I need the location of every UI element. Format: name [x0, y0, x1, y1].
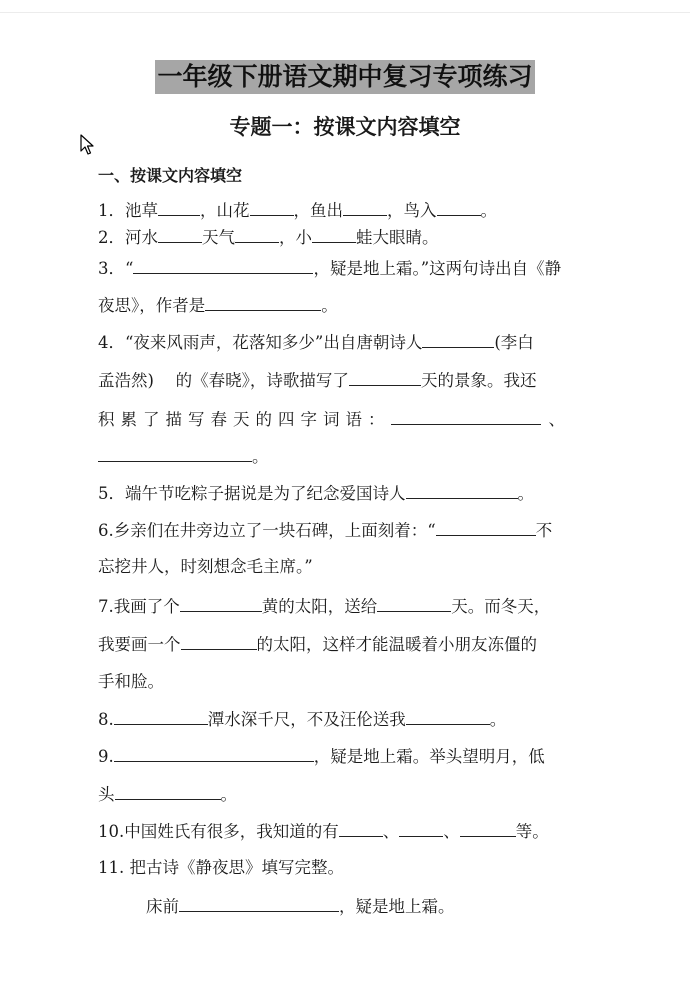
q4-blank-2[interactable]	[349, 367, 421, 386]
question-5	[98, 480, 598, 507]
q1-text-e: 。	[480, 201, 497, 220]
q1-text-c: ，鱼出	[293, 201, 343, 220]
title-wrapper	[0, 60, 690, 94]
question-6-line-2	[98, 554, 598, 580]
q8-text-a: 8.	[98, 710, 114, 729]
top-divider	[0, 12, 690, 13]
q11-text-c: ，疑是地上霜。	[339, 897, 455, 916]
q3-blank-1[interactable]	[133, 255, 313, 274]
q2-text-b: 天气	[202, 228, 235, 247]
q3-blank-2[interactable]	[205, 292, 321, 311]
q2-blank-3[interactable]	[312, 224, 356, 243]
q6-blank-1[interactable]	[436, 517, 536, 536]
q8-text-b: 潭水深千尺，不及汪伦送我	[207, 710, 406, 729]
question-8	[98, 706, 598, 733]
section-heading: 一、按课文内容填空	[98, 166, 243, 185]
question-7-line-3	[98, 669, 598, 695]
q9-blank-2[interactable]	[115, 781, 221, 800]
q8-blank-2[interactable]	[406, 706, 490, 725]
q2-blank-2[interactable]	[235, 224, 279, 243]
q4-text-d: 天的景象。我还	[420, 371, 537, 390]
q10-text-b: 、	[382, 822, 400, 841]
q1-text-b: ，山花	[200, 201, 250, 220]
q1-text-d: ，鸟入	[387, 201, 437, 220]
q10-text-d: 等。	[515, 822, 549, 841]
q4-blank-1[interactable]	[422, 329, 494, 348]
q6-text-c: 忘挖井人，时刻想念毛主席。”	[98, 557, 313, 576]
q10-blank-3[interactable]	[460, 818, 516, 837]
q7-blank-3[interactable]	[181, 631, 257, 650]
q7-text-d: 我要画一个	[98, 635, 181, 654]
q8-text-c: 。	[489, 710, 507, 729]
q6-text-a: 6.乡亲们在井旁边立了一块石碑，上面刻着：“	[98, 521, 436, 540]
q3-text-d: 。	[321, 296, 338, 315]
q9-text-a: 9.	[98, 747, 114, 766]
question-7-line-1	[98, 593, 598, 620]
q2-blank-1[interactable]	[158, 224, 202, 243]
question-1	[98, 197, 598, 224]
q7-blank-1[interactable]	[180, 593, 262, 612]
q7-text-a: 7.我画了个	[98, 597, 180, 616]
question-10	[98, 818, 598, 845]
question-3-line-1	[98, 255, 598, 282]
q2-text-a: 2．河水	[98, 228, 158, 247]
q1-blank-2[interactable]	[250, 197, 294, 216]
q3-text-c: 夜思》，作者是	[98, 296, 206, 315]
q4-blank-3[interactable]	[391, 406, 541, 425]
q10-blank-1[interactable]	[339, 818, 383, 837]
q11-blank-1[interactable]	[179, 893, 339, 912]
question-3-line-2	[98, 292, 598, 319]
q7-text-c: 天。而冬天，	[451, 597, 551, 616]
question-2	[98, 224, 598, 251]
question-11	[98, 855, 598, 881]
q9-blank-1[interactable]	[114, 743, 314, 762]
page-title: 一年级下册语文期中复习专项练习	[155, 60, 534, 94]
q10-blank-2[interactable]	[399, 818, 443, 837]
q4-blank-4[interactable]	[98, 443, 252, 462]
q9-text-c: 头	[98, 785, 115, 804]
q4-text-g: 。	[252, 447, 269, 466]
question-4-line-3	[98, 406, 598, 433]
question-9-line-1	[98, 743, 598, 770]
q8-blank-1[interactable]	[114, 706, 208, 725]
question-11-poem-line-1	[146, 893, 596, 920]
q9-text-d: 。	[220, 785, 237, 804]
q5-blank-1[interactable]	[406, 480, 518, 499]
question-7-line-2	[98, 631, 598, 658]
question-4-line-1	[98, 329, 598, 356]
q3-text-a: 3．“	[98, 259, 134, 278]
q11-text-b: 床前	[146, 897, 179, 916]
q11-text-a: 11. 把古诗《静夜思》填写完整。	[98, 858, 344, 877]
q3-text-b: ，疑是地上霜。”这两句诗出自《静	[313, 259, 562, 278]
page-subtitle: 专题一：按课文内容填空	[229, 115, 461, 139]
q7-text-e: 的太阳，这样才能温暖着小朋友冻僵的	[256, 635, 537, 654]
q1-blank-3[interactable]	[343, 197, 387, 216]
q2-text-c: ，小	[279, 228, 312, 247]
q1-text-a: 1．池草	[98, 201, 158, 220]
question-9-line-2	[98, 781, 598, 808]
q7-blank-2[interactable]	[377, 593, 451, 612]
q1-blank-4[interactable]	[437, 197, 481, 216]
q4-text-c: 孟浩然) 的《春晓》，诗歌描写了	[98, 371, 349, 390]
q4-text-f: 、	[548, 410, 565, 429]
q1-blank-1[interactable]	[158, 197, 200, 216]
question-6-line-1	[98, 517, 598, 544]
q7-text-f: 手和脸。	[98, 672, 164, 691]
q4-text-a: 4．“夜来风雨声，花落知多少”出自唐朝诗人	[98, 333, 423, 352]
q10-text-c: 、	[443, 822, 460, 841]
q10-text-a: 10.中国姓氏有很多，我知道的有	[98, 822, 339, 841]
question-4-line-2	[98, 367, 598, 394]
q6-text-b: 不	[535, 521, 553, 540]
q4-text-b: (李白	[494, 333, 534, 352]
q2-text-d: 蛙大眼睛。	[356, 228, 439, 247]
question-4-line-4	[98, 443, 598, 470]
q5-text-b: 。	[517, 484, 534, 503]
q9-text-b: ，疑是地上霜。举头望明月，低	[313, 747, 545, 766]
q4-text-e: 积累了描写春天的四字词语：	[98, 410, 391, 429]
q5-text-a: 5．端午节吃粽子据说是为了纪念爱国诗人	[98, 484, 406, 503]
q7-text-b: 黄的太阳，送给	[261, 597, 378, 616]
